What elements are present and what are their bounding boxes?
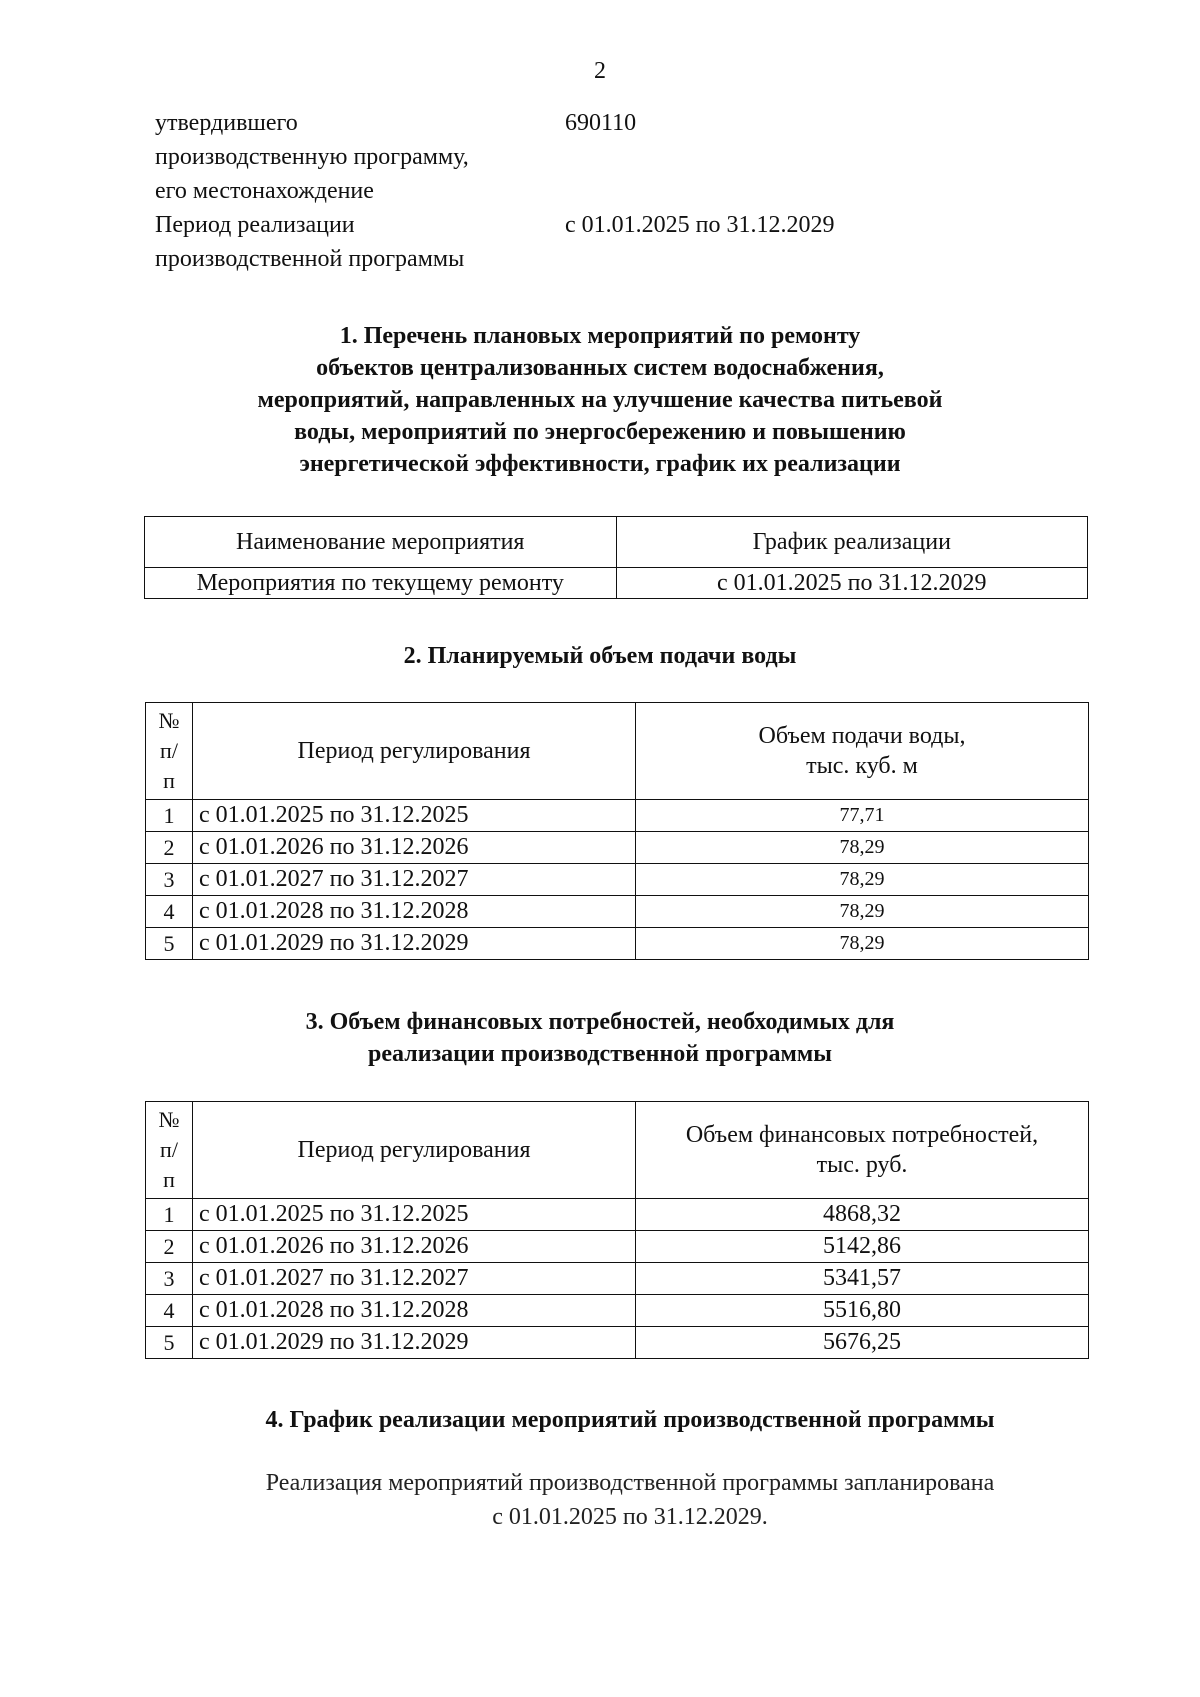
column-header-period: Период регулирования bbox=[193, 1102, 636, 1199]
info-label: Период реализации производственной программы bbox=[155, 212, 465, 272]
info-value: с 01.01.2025 по 31.12.2029 bbox=[565, 212, 835, 238]
column-header-period: Период регулирования bbox=[193, 703, 636, 800]
column-header-value: Объем финансовых потребностей, тыс. руб. bbox=[636, 1102, 1089, 1199]
info-row-period bbox=[155, 208, 1055, 276]
column-header: Наименование мероприятия bbox=[145, 517, 617, 568]
water-supply-table bbox=[145, 702, 1089, 960]
section1-title: 1. Перечень плановых мероприятий по ремонту объектов централизованных систем водоснабжения, мероприятий, направленных на улучшение качества питьевой воды, мероприятий по энергосбережению и повышению энергетической эффективности, график их реализации bbox=[257, 323, 943, 477]
table-header-row bbox=[146, 703, 1089, 800]
column-header-number: № п/ п bbox=[146, 703, 193, 800]
section2-title: 2. Планируемый объем подачи воды bbox=[403, 643, 797, 669]
table-row: 1 с 01.01.2025 по 31.12.2025 77,71 bbox=[146, 800, 1089, 832]
table-header-row bbox=[146, 1102, 1089, 1199]
table-row: 3 с 01.01.2027 по 31.12.2027 5341,57 bbox=[146, 1263, 1089, 1295]
table-row: 4 с 01.01.2028 по 31.12.2028 5516,80 bbox=[146, 1295, 1089, 1327]
table-cell: Мероприятия по текущему ремонту bbox=[145, 568, 617, 599]
table-row: 5 с 01.01.2029 по 31.12.2029 5676,25 bbox=[146, 1327, 1089, 1359]
section3-title: 3. Объем финансовых потребностей, необходимых для реализации производственной программы bbox=[305, 1009, 895, 1067]
table-row: 3 с 01.01.2027 по 31.12.2027 78,29 bbox=[146, 864, 1089, 896]
activities-table bbox=[144, 516, 1088, 599]
table-row: 2 с 01.01.2026 по 31.12.2026 78,29 bbox=[146, 832, 1089, 864]
table-row: 1 с 01.01.2025 по 31.12.2025 4868,32 bbox=[146, 1199, 1089, 1231]
section4-body: Реализация мероприятий производственной программы запланирована с 01.01.2025 по 31.12.2029. bbox=[265, 1470, 995, 1530]
financial-needs-table bbox=[145, 1101, 1089, 1359]
info-label: утвердившего производственную программу, его местонахождение bbox=[155, 110, 469, 204]
column-header-number: № п/ п bbox=[146, 1102, 193, 1199]
table-row: 4 с 01.01.2028 по 31.12.2028 78,29 bbox=[146, 896, 1089, 928]
column-header: График реализации bbox=[616, 517, 1088, 568]
program-info bbox=[155, 106, 1055, 276]
table-row: 2 с 01.01.2026 по 31.12.2026 5142,86 bbox=[146, 1231, 1089, 1263]
column-header-value: Объем подачи воды, тыс. куб. м bbox=[636, 703, 1089, 800]
table-row: 5 с 01.01.2029 по 31.12.2029 78,29 bbox=[146, 928, 1089, 960]
page-number: 2 bbox=[594, 58, 606, 84]
table-cell: с 01.01.2025 по 31.12.2029 bbox=[616, 568, 1088, 599]
info-value: 690110 bbox=[565, 110, 637, 136]
table-row bbox=[145, 568, 1088, 599]
info-row-approver bbox=[155, 106, 1055, 208]
table-header-row bbox=[145, 517, 1088, 568]
section4-title: 4. График реализации мероприятий производственной программы bbox=[265, 1407, 995, 1433]
